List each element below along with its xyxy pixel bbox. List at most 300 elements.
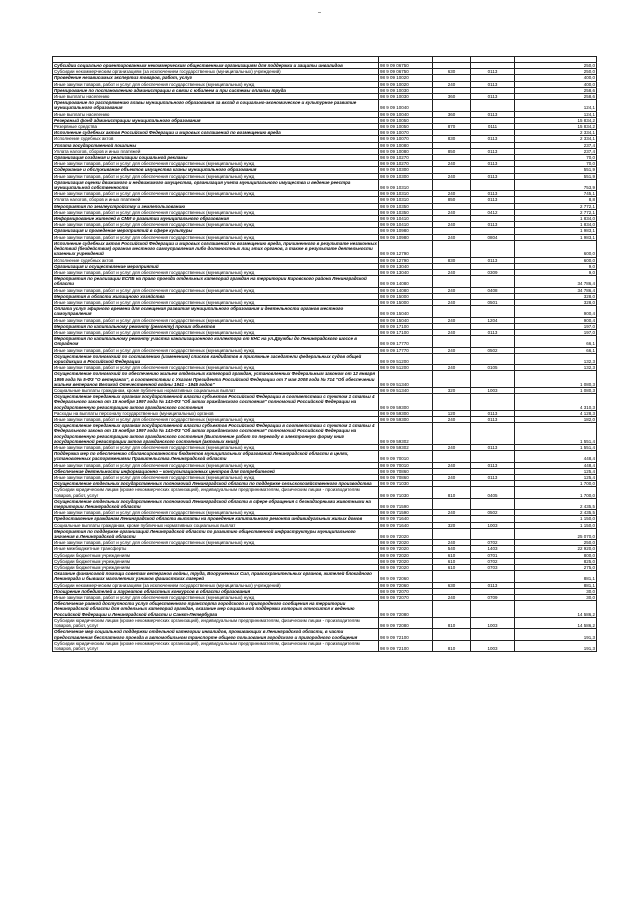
amount: 258,6 — [515, 87, 597, 93]
row-name: Иные выплаты населению — [53, 111, 379, 117]
amount: 30,0 — [515, 588, 597, 594]
table-row — [53, 528, 597, 539]
amount: 2 772,1 — [515, 209, 597, 215]
amount: 9,0 — [515, 269, 597, 275]
amount: 900,4 — [515, 317, 597, 323]
expense-type-code — [433, 451, 471, 462]
amount: 551,9 — [515, 167, 597, 173]
expense-type-code: 240 — [433, 475, 471, 481]
row-name: Иные закупки товаров, работ и услуг для обеспечения государственных (муниципальных) нужд — [53, 222, 379, 228]
row-name: Субсидии бюджетным учреждениям — [53, 558, 379, 564]
section-code: 0408 — [471, 287, 515, 293]
row-name: Организация создания и реализации социальной рекламы — [53, 155, 379, 161]
row-name: Мероприятия по поддержке организаций Ленинградской области по развитию общественной инфраструктуры муниципального значения в Ленинградской области — [53, 528, 379, 539]
target-article-code: 98 9 09 71030 — [379, 487, 433, 498]
amount: 4 128,3 — [515, 410, 597, 416]
target-article-code: 98 9 09 10300 — [379, 167, 433, 173]
expense-type-code — [433, 629, 471, 640]
expense-type-code: 360 — [433, 94, 471, 100]
target-article-code: 98 9 09 10270 — [379, 161, 433, 167]
row-name: Резервный фонд администрации муниципального образования — [53, 117, 379, 123]
expense-type-code — [433, 276, 471, 287]
target-article-code: 98 9 09 59300 — [379, 416, 433, 422]
expense-type-code: 630 — [433, 582, 471, 588]
row-name: Исполнение судебных актов — [53, 136, 379, 142]
table-row — [53, 306, 597, 317]
target-article-code: 98 9 09 14080 — [379, 276, 433, 287]
target-article-code: 98 9 09 70010 — [379, 451, 433, 462]
target-article-code: 98 9 09 71030 — [379, 481, 433, 487]
expense-type-code: 240 — [433, 209, 471, 215]
expense-type-code: 630 — [433, 69, 471, 75]
row-name: Иные закупки товаров, работ и услуг для обеспечения государственных (муниципальных) нужд — [53, 269, 379, 275]
row-name: Проведение независимых экспертиз товаров, работ, услуг — [53, 75, 379, 81]
section-code — [471, 601, 515, 618]
expense-type-code: 240 — [433, 161, 471, 167]
target-article-code: 98 9 09 10980 — [379, 234, 433, 240]
row-name: Уплата государственной пошлины — [53, 142, 379, 148]
row-name: Поддержка мер по обеспечению сбалансированности бюджетов муниципальных образований Ленинградской области в целях, установленных распоряжениями Правительства Ленинградской области — [53, 451, 379, 462]
amount: 881,1 — [515, 571, 597, 582]
section-code: 0105 — [471, 365, 515, 371]
expense-type-code: 850 — [433, 148, 471, 154]
row-name: Субсидии социально ориентированным некоммерческим общественным организациям для поддержки и защиты инвалидов — [53, 63, 379, 69]
section-code — [471, 353, 515, 364]
amount: 448,4 — [515, 451, 597, 462]
row-name: Иные закупки товаров, работ и услуг для обеспечения государственных (муниципальных) нужд — [53, 81, 379, 87]
target-article-code: 98 9 09 10270 — [379, 155, 433, 161]
expense-type-code: 320 — [433, 522, 471, 528]
section-code: 0113 — [471, 191, 515, 197]
row-name: Субсидии юридическим лицам (кроме некоммерческих организаций), индивидуальным предпринимателям, физическим лицам - производителям товаров, работ, услуг — [53, 617, 379, 628]
section-code: 0113 — [471, 197, 515, 203]
section-code: 0701 — [471, 552, 515, 558]
expense-type-code: 240 — [433, 269, 471, 275]
amount: 4 310,3 — [515, 394, 597, 411]
target-article-code: 98 9 09 51340 — [379, 371, 433, 388]
target-article-code: 98 9 09 10030 — [379, 94, 433, 100]
expense-type-code — [433, 240, 471, 257]
row-name: Обеспечение мер социальной поддержки отдельной категории инвалидов, проживающих в Ленинградской области, в части предоставления бесплатного проезда в автомобильном транспорте общего пользования городского и пригородного сообщения — [53, 629, 379, 640]
target-article-code: 98 9 09 17100 — [379, 329, 433, 335]
section-code: 0113 — [471, 416, 515, 422]
row-name: Мероприятия по землеустройству и землепользованию — [53, 203, 379, 209]
expense-type-code — [433, 306, 471, 317]
section-code: 0703 — [471, 565, 515, 571]
row-name: Организация оценки движимого и недвижимого имущества, организация учета муниципального имущества и ведение реестра муниципальной собственности — [53, 179, 379, 190]
row-name: Субсидии бюджетным учреждениям — [53, 552, 379, 558]
row-name: Иные межбюджетные трансферты — [53, 546, 379, 552]
target-article-code: 98 9 09 06750 — [379, 63, 433, 69]
target-article-code: 98 9 09 51340 — [379, 387, 433, 393]
target-article-code: 98 9 09 12790 — [379, 240, 433, 257]
section-code: 0113 — [471, 410, 515, 416]
expense-type-code: 810 — [433, 617, 471, 628]
section-code: 1003 — [471, 522, 515, 528]
amount: 124,1 — [515, 111, 597, 117]
amount: 258,6 — [515, 94, 597, 100]
expense-type-code — [433, 100, 471, 111]
target-article-code: 98 9 09 14080 — [379, 287, 433, 293]
expense-type-code: 240 — [433, 317, 471, 323]
section-code — [471, 451, 515, 462]
row-name: Иные закупки товаров, работ и услуг для обеспечения государственных (муниципальных) нужд — [53, 510, 379, 516]
amount: 250,0 — [515, 69, 597, 75]
amount: 34 786,4 — [515, 287, 597, 293]
row-name: Премирование по постановлению администрации в связи с юбилеем и при системы оплаты труда — [53, 87, 379, 93]
amount: 70,0 — [515, 155, 597, 161]
row-name: Мероприятия в области жилищного хозяйства — [53, 293, 379, 299]
row-name: Иные закупки товаров, работ и услуг для обеспечения государственных (муниципальных) нужд — [53, 462, 379, 468]
amount: 9,0 — [515, 263, 597, 269]
target-article-code: 98 9 09 72080 — [379, 601, 433, 618]
row-name: Предоставление гражданам Ленинградской области выплаты на проведение капитального ремонта индивидуальных жилых домов — [53, 516, 379, 522]
target-article-code: 98 9 09 71590 — [379, 498, 433, 509]
expense-type-code — [433, 601, 471, 618]
target-article-code: 98 9 09 10310 — [379, 179, 433, 190]
row-name: Иные закупки товаров, работ и услуг для обеспечения государственных (муниципальных) нужд — [53, 209, 379, 215]
table-row — [53, 451, 597, 462]
section-code — [471, 571, 515, 582]
target-article-code: 98 9 09 10080 — [379, 142, 433, 148]
section-code: 0113 — [471, 136, 515, 142]
expense-type-code: 240 — [433, 287, 471, 293]
row-name: Иные закупки товаров, работ и услуг для обеспечения государственных (муниципальных) нужд — [53, 347, 379, 353]
row-name: Мероприятия по капитальному ремонту (ремонту) прочих объектов — [53, 323, 379, 329]
expense-type-code: 240 — [433, 173, 471, 179]
row-name: Осуществление переданных органам государственной власти субъектов Российской Федерации в соответствии с пунктом 1 статьи 4 Федерального закона от 15 ноября 1997 года № 143-ФЗ "Об актах гражданского состояния" полномочий Российской Федерации на государственную регистрацию актов гражданского состояния — [53, 394, 379, 411]
expense-type-code: 830 — [433, 257, 471, 263]
row-name: Обеспечение деятельности информационно – консультационных центров для потребителей — [53, 468, 379, 474]
row-name: Субсидии юридическим лицам (кроме некоммерческих организаций), индивидуальным предпринимателям, физическим лицам - производителям товаров, работ, услуг — [53, 640, 379, 651]
table-row — [53, 498, 597, 509]
row-name: Субсидии некоммерческим организациям (за исключением государственных (муниципальных) учреждений) — [53, 69, 379, 75]
target-article-code: 98 9 09 70860 — [379, 475, 433, 481]
target-article-code: 98 9 09 10410 — [379, 222, 433, 228]
row-name: Иные закупки товаров, работ и услуг для обеспечения государственных (муниципальных) нужд — [53, 287, 379, 293]
section-code — [471, 336, 515, 347]
expense-type-code — [433, 498, 471, 509]
amount: 275,0 — [515, 565, 597, 571]
section-code: 0405 — [471, 487, 515, 498]
target-article-code: 98 9 09 12790 — [379, 257, 433, 263]
row-name: Уплата налогов, сборов и иных платежей — [53, 148, 379, 154]
target-article-code: 98 9 09 10030 — [379, 87, 433, 93]
row-name: Иные закупки товаров, работ и услуг для обеспечения государственных (муниципальных) нужд — [53, 595, 379, 601]
row-name: Иные закупки товаров, работ и услуг для обеспечения государственных (муниципальных) нужд — [53, 299, 379, 305]
target-article-code: 98 9 09 72020 — [379, 540, 433, 546]
target-article-code: 98 9 09 10080 — [379, 148, 433, 154]
target-article-code: 98 9 09 72020 — [379, 558, 433, 564]
section-code: 0113 — [471, 69, 515, 75]
amount: 66,1 — [515, 347, 597, 353]
table-row — [53, 276, 597, 287]
target-article-code: 98 9 09 72100 — [379, 640, 433, 651]
expense-type-code: 120 — [433, 410, 471, 416]
target-article-code: 98 9 09 17100 — [379, 323, 433, 329]
amount: 2 772,1 — [515, 203, 597, 209]
amount: 124,1 — [515, 100, 597, 111]
section-code: 0113 — [471, 445, 515, 451]
section-code — [471, 179, 515, 190]
row-name: Субсидии некоммерческим организациям (за исключением государственных (муниципальных) учреждений) — [53, 582, 379, 588]
section-code: 0113 — [471, 582, 515, 588]
section-code: 0309 — [471, 269, 515, 275]
table-row — [53, 629, 597, 640]
amount: 197,0 — [515, 329, 597, 335]
amount: 1 834,0 — [515, 222, 597, 228]
section-code: 0113 — [471, 257, 515, 263]
row-name: Осуществление переданных органам государственной власти субъектов Российской Федерации в соответствии с пунктом 1 статьи 4 Федерального закона от 15 ноября 1997 года № 143-ФЗ "Об актах гражданского состояния" полномочий Российской Федерации на государственную регистрацию актов гражданского состояния (Выполнение работ по переводу в электронную форму книг государственной регистрации актов гражданского состояния (актовых книг)) — [53, 423, 379, 445]
row-name: Мероприятия по капитальному ремонту участка канализационного коллектора от КНС на ул.Дружбы до Ленинградского шоссе в Отрадном — [53, 336, 379, 347]
amount: 132,3 — [515, 353, 597, 364]
expense-type-code: 240 — [433, 510, 471, 516]
target-article-code: 98 9 09 10050 — [379, 124, 433, 130]
amount: 250,0 — [515, 63, 597, 69]
section-code: 0502 — [471, 510, 515, 516]
table-row — [53, 336, 597, 347]
target-article-code: 98 9 09 10070 — [379, 136, 433, 142]
target-article-code: 98 9 09 70010 — [379, 462, 433, 468]
expense-type-code: 240 — [433, 595, 471, 601]
amount: 250,0 — [515, 540, 597, 546]
amount: 1 551,4 — [515, 423, 597, 445]
section-code: 0113 — [471, 462, 515, 468]
target-article-code: 98 9 09 51200 — [379, 353, 433, 364]
amount: 328,0 — [515, 293, 597, 299]
section-code: 0113 — [471, 475, 515, 481]
target-article-code: 98 9 09 15040 — [379, 317, 433, 323]
expense-type-code: 610 — [433, 565, 471, 571]
section-code: 1204 — [471, 317, 515, 323]
target-article-code: 98 9 09 10040 — [379, 100, 433, 111]
amount: 30,0 — [515, 595, 597, 601]
amount: 66,1 — [515, 336, 597, 347]
amount: 197,0 — [515, 323, 597, 329]
row-name: Исполнение судебных актов Российской Федерации и мировых соглашений по возмещению вреда — [53, 130, 379, 136]
section-code: 0113 — [471, 173, 515, 179]
row-name: Организация и осуществление мероприятий — [53, 263, 379, 269]
row-name: Иные закупки товаров, работ и услуг для обеспечения государственных (муниципальных) нужд — [53, 445, 379, 451]
row-name: Поощрение победителей и лауреатов областных конкурсов в области образования — [53, 588, 379, 594]
expense-type-code: 240 — [433, 234, 471, 240]
target-article-code: 98 9 09 17770 — [379, 347, 433, 353]
target-article-code: 98 9 09 15000 — [379, 293, 433, 299]
target-article-code: 98 9 09 59300 — [379, 394, 433, 411]
row-name: Социальные выплаты гражданам, кроме публичных нормативных социальных выплат — [53, 387, 379, 393]
section-code: 0113 — [471, 161, 515, 167]
amount: 1 080,3 — [515, 387, 597, 393]
amount: 237,4 — [515, 142, 597, 148]
row-name: Содержание и обслуживание объектов имущества казны муниципального образования — [53, 167, 379, 173]
amount: 881,1 — [515, 582, 597, 588]
row-name: Осуществление полномочий по составлению (изменению) списков кандидатов в присяжные заседатели федеральных судов общей юрисдикции в Российской Федерации — [53, 353, 379, 364]
row-name: Иные закупки товаров, работ и услуг для обеспечения государственных (муниципальных) нужд — [53, 365, 379, 371]
expense-type-code: 610 — [433, 552, 471, 558]
expense-type-code: 240 — [433, 416, 471, 422]
section-code: 0702 — [471, 540, 515, 546]
expense-type-code — [433, 394, 471, 411]
amount: 2 334,1 — [515, 130, 597, 136]
row-name: Информирование жителей в СМИ о развитии муниципального образования — [53, 216, 379, 222]
amount: 70,0 — [515, 161, 597, 167]
row-name: Иные закупки товаров, работ и услуг для обеспечения государственных (муниципальных) нужд — [53, 329, 379, 335]
target-article-code: 98 9 09 15000 — [379, 299, 433, 305]
target-article-code: 98 9 09 10410 — [379, 216, 433, 222]
section-code: 0111 — [471, 124, 515, 130]
target-article-code: 98 9 09 10980 — [379, 228, 433, 234]
expense-type-code: 610 — [433, 558, 471, 564]
target-article-code: 98 9 09 51200 — [379, 365, 433, 371]
expense-type-code: 240 — [433, 329, 471, 335]
expense-type-code: 540 — [433, 546, 471, 552]
expense-type-code: 360 — [433, 111, 471, 117]
table-row — [53, 571, 597, 582]
amount: 1 150,0 — [515, 516, 597, 522]
expense-type-code — [433, 528, 471, 539]
section-code: 0501 — [471, 299, 515, 305]
amount: 14 586,2 — [515, 601, 597, 618]
row-name: Иные закупки товаров, работ и услуг для обеспечения государственных (муниципальных) нужд — [53, 161, 379, 167]
expense-type-code: 830 — [433, 136, 471, 142]
target-article-code: 98 9 09 72020 — [379, 552, 433, 558]
section-code — [471, 528, 515, 539]
row-name: Мероприятия по реализации ЕСПБ на право проезда отдельных категорий граждан на территории Кировского района Ленинградской области — [53, 276, 379, 287]
amount: 1 700,0 — [515, 487, 597, 498]
amount: 132,3 — [515, 365, 597, 371]
target-article-code: 98 9 09 72070 — [379, 588, 433, 594]
expense-type-code: 240 — [433, 81, 471, 87]
target-article-code: 98 9 09 71640 — [379, 516, 433, 522]
target-article-code: 98 9 09 71590 — [379, 510, 433, 516]
row-name: Уплата налогов, сборов и иных платежей — [53, 197, 379, 203]
expense-type-code: 240 — [433, 445, 471, 451]
target-article-code: 98 9 09 72020 — [379, 565, 433, 571]
target-article-code: 98 9 09 10310 — [379, 197, 433, 203]
section-code: 1403 — [471, 546, 515, 552]
amount: 14 586,2 — [515, 617, 597, 628]
expense-type-code: 240 — [433, 299, 471, 305]
section-code: 0113 — [471, 329, 515, 335]
section-code — [471, 423, 515, 445]
target-article-code: 98 9 09 10040 — [379, 111, 433, 117]
expense-type-code — [433, 336, 471, 347]
expense-type-code: 240 — [433, 365, 471, 371]
target-article-code: 98 9 09 10310 — [379, 191, 433, 197]
row-name: Обеспечение равной доступности услуг общественного транспорта городского и пригородного сообщения на территории Ленинградской области для отдельных категорий граждан, оказание мер социальной поддержки которых относится к ведению Российской Федерации и Ленинградской области и Санкт-Петербурга — [53, 601, 379, 618]
row-name: Организация и проведение мероприятий в сфере культуры — [53, 228, 379, 234]
amount: 448,4 — [515, 462, 597, 468]
target-article-code: 98 9 09 59302 — [379, 423, 433, 445]
row-name: Социальные выплаты гражданам, кроме публичных нормативных социальных выплат — [53, 522, 379, 528]
row-name: Субсидии бюджетным учреждениям — [53, 565, 379, 571]
expense-type-code: 240 — [433, 222, 471, 228]
amount: 15 834,2 — [515, 117, 597, 123]
section-code — [471, 240, 515, 257]
expense-type-code — [433, 179, 471, 190]
amount: 2 334,1 — [515, 136, 597, 142]
table-row — [53, 353, 597, 364]
row-name: Иные выплаты населению — [53, 94, 379, 100]
expense-type-code: 850 — [433, 197, 471, 203]
section-code — [471, 100, 515, 111]
section-code: 1003 — [471, 387, 515, 393]
expense-type-code: 240 — [433, 540, 471, 546]
target-article-code: 98 9 09 10300 — [379, 173, 433, 179]
table-row — [53, 240, 597, 257]
amount: 551,9 — [515, 173, 597, 179]
row-name: Иные закупки товаров, работ и услуг для обеспечения государственных (муниципальных) нужд — [53, 540, 379, 546]
target-article-code: 98 9 09 72020 — [379, 528, 433, 539]
target-article-code: 98 9 09 59300 — [379, 410, 433, 416]
row-name: Резервные средства — [53, 124, 379, 130]
amount: 900,4 — [515, 306, 597, 317]
section-code — [471, 394, 515, 411]
row-name: Иные закупки товаров, работ и услуг для обеспечения государственных (муниципальных) нужд — [53, 317, 379, 323]
expense-type-code: 320 — [433, 387, 471, 393]
target-article-code: 98 9 09 59302 — [379, 445, 433, 451]
amount: 328,0 — [515, 299, 597, 305]
row-name: Расходы на выплаты персоналу государственных (муниципальных) органов — [53, 410, 379, 416]
section-code: 0113 — [471, 222, 515, 228]
section-code: 0502 — [471, 347, 515, 353]
row-name: Исполнение судебных актов — [53, 257, 379, 263]
amount: 600,0 — [515, 257, 597, 263]
target-article-code: 98 9 09 13040 — [379, 269, 433, 275]
row-name: Иные закупки товаров, работ и услуг для обеспечения государственных (муниципальных) нужд — [53, 416, 379, 422]
row-name: Иные закупки товаров, работ и услуг для обеспечения государственных (муниципальных) нужд — [53, 173, 379, 179]
section-code: 0113 — [471, 94, 515, 100]
section-code: 0113 — [471, 81, 515, 87]
table-row — [53, 601, 597, 618]
row-name: Осуществление полномочий по обеспечению жильем отдельных категорий граждан, установленных Федеральным законом от 12 января 1995 года № 5-ФЗ "О ветеранах", в соответствии с Указом Президента Российской Федерации от 7 мая 2008 года № 714 "Об обеспечении жильем ветеранов Великой Отечественной войны 1941 - 1945 годов" — [53, 371, 379, 388]
target-article-code: 98 9 09 10350 — [379, 203, 433, 209]
amount: 182,0 — [515, 416, 597, 422]
row-name: Иные закупки товаров, работ и услуг для обеспечения государственных (муниципальных) нужд — [53, 475, 379, 481]
target-article-code: 98 9 09 10350 — [379, 209, 433, 215]
expense-type-code: 240 — [433, 347, 471, 353]
row-name: Иные закупки товаров, работ и услуг для обеспечения государственных (муниципальных) нужд — [53, 191, 379, 197]
expense-type-code: 870 — [433, 124, 471, 130]
target-article-code: 98 9 09 10050 — [379, 117, 433, 123]
target-article-code: 98 9 09 10020 — [379, 75, 433, 81]
expense-type-code — [433, 371, 471, 388]
expense-type-code: 810 — [433, 487, 471, 498]
amount: 753,9 — [515, 179, 597, 190]
amount: 1 983,1 — [515, 234, 597, 240]
target-article-code: 98 9 09 70860 — [379, 468, 433, 474]
target-article-code: 98 9 09 72100 — [379, 629, 433, 640]
target-article-code: 98 9 09 13040 — [379, 263, 433, 269]
section-code: 1003 — [471, 617, 515, 628]
budget-table — [52, 56, 597, 652]
table-row — [53, 423, 597, 445]
row-name: Субсидии юридическим лицам (кроме некоммерческих организаций), индивидуальным предпринимателям, физическим лицам - производителям товаров, работ, услуг — [53, 487, 379, 498]
amount: 25 070,0 — [515, 528, 597, 539]
amount: 8,8 — [515, 197, 597, 203]
amount: 825,0 — [515, 558, 597, 564]
expense-type-code — [433, 353, 471, 364]
target-article-code: 98 9 09 72020 — [379, 546, 433, 552]
target-article-code: 98 9 09 72080 — [379, 617, 433, 628]
target-article-code: 98 9 09 71640 — [379, 522, 433, 528]
target-article-code: 98 9 09 10020 — [379, 81, 433, 87]
section-code: 0412 — [471, 209, 515, 215]
amount: 125,4 — [515, 475, 597, 481]
amount: 2 435,5 — [515, 510, 597, 516]
table-row — [53, 179, 597, 190]
amount: 1 700,0 — [515, 481, 597, 487]
